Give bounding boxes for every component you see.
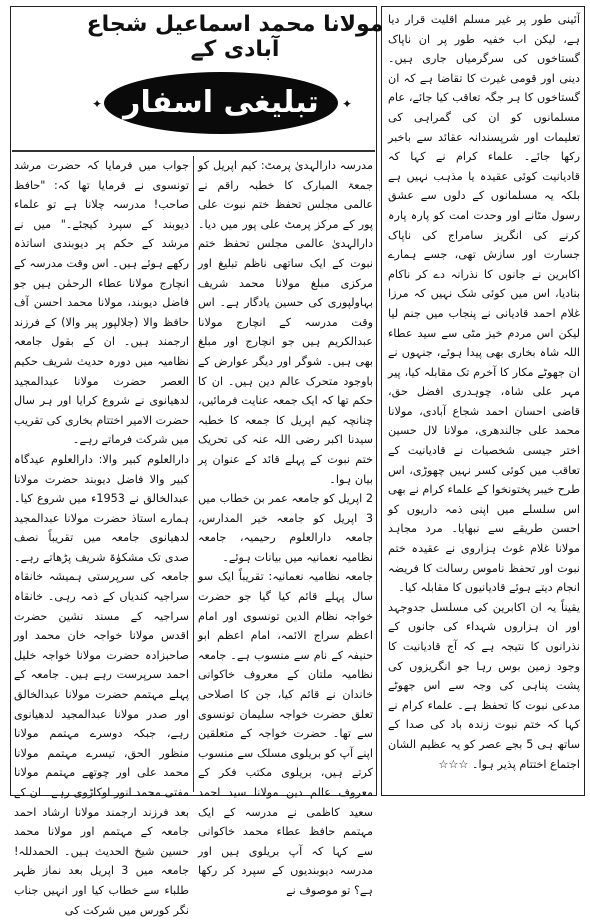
ornament-icon: ✦ [92, 97, 103, 111]
paragraph: یقیناً یہ ان اکابرین کی مسلسل جدوجہد اور ان ہزاروں شہداء کی جانوں کے نذرانوں کا نتیجہ ہے کہ آج قادیانیت کا وجود زمین بوس رہا جو انگریزوں کی پشت پناہی کی وجہ سے اس جھوٹے مدعی نبوت کا تحفظ ہے۔ علماء کرام نے کہا کہ ختم نبوت زندہ باد کی صدا کے ساتھ ہی 5 بجے عصر کو یہ عظیم الشان اجتماع اختتام پذیر ہوا۔ ☆☆☆ [388, 600, 580, 771]
paragraph: دارالعلوم کبیر والا: دارالعلوم عیدگاہ کبیر والا فاضل دیوبند حضرت مولانا عبدالخالق نے 1953ء میں شروع کیا۔ ہمارے استاذ حضرت مولانا عبدالمجید لدھیانوی جامعہ میں تقریباً نصف صدی تک مشکوٰۃ شریف پڑھاتے رہے۔ جامعہ کی سرپرستی ہمیشہ خانقاہ سراجیہ کندیاں کے ذمہ رہی۔ خانقاہ سراجیہ کے مسند نشین حضرت اقدس مولانا خواجہ خان محمد اور صاحبزادہ حضرت مولانا خواجہ خلیل احمد سرپرست رہے ہیں۔ جامعہ کے پہلے مہتمم حضرت مولانا عبدالخالق اور صدر مولانا عبدالمجید لدھیانوی رہے، جبکہ دوسرے مہتمم مولانا منظور الحق، تیسرے مہتمم مولانا محمد علی اور چوتھے مہتمم مولانا مفتی محمد انور اوکاڑوی رہے۔ ان کے بعد فرزند ارجمند مولانا ارشاد احمد جامعہ کے مہتمم اور مولانا محمد حسین شیخ الحدیث ہیں۔ الحمدللہ! جامعہ میں 3 اپریل بعد نماز ظہر طلباء سے خطاب کیا اور انہیں جناب نگر کورس میں شرکت کی [14, 452, 190, 917]
paragraph: آئینی طور پر غیر مسلم اقلیت قرار دیا ہے، لیکن اب خفیہ طور پر ان ناپاک گستاخوں کی سرگرمیاں جاری ہیں۔ دینی اور قومی غیرت کا تقاضا ہے کہ ان گستاخوں کا ہر جگہ تعاقب کیا جائے، عام مسلمانوں کو ان کی گمراہی کی تعلیمات اور شرپسندانہ عقائد سے باخبر رکھا جائے۔ علماء کرام نے کہا کہ قادیانیت کوئی عقیدہ یا مذہب نہیں ہے بلکہ یہ مسلمانوں کے دلوں سے عشق رسول مٹانے اور وحدت امت کو پارہ پارہ کرنے کی انگریز سامراج کی ناپاک جسارت اور سازش تھی، جسے ہمارے اکابرین نے جانوں کا نذرانہ دے کر ناکام بنادیا، اس میں کوئی شک نہیں کہ مرزا غلام احمد قادیانی نے پنجاب میں جنم لیا لیکن اس مردم خیز مٹی سے سید عطاء اللہ شاہ بخاری بھی پیدا ہوئے، جنہوں نے ان جھوٹے مکار کا آخرم تک مقابلہ کیا، پیر مہر علی شاہ، چوہدری افضل حق، قاضی احسان احمد شجاع آبادی، مولانا محمد علی جالندھری، مولانا لال حسین اختر جیسی شخصیات نے قادیانیت کے تعاقب میں کوئی کسر نہیں چھوڑی، اس طرح خیبر پختونخوا کے علماء کرام نے بھی اس سلسلے میں اپنی ذمہ داریوں کو احسن طریقے سے نبھایا۔ مرد مجاہد مولانا غلام غوث ہزاروی نے عقیدہ ختم نبوت اور تحفظ ناموس رسالت کا فریضہ انجام دیتے ہوئے قادیانیوں کا مقابلہ کیا۔ [388, 13, 580, 595]
right-column [388, 10, 580, 794]
header-title: مولانا محمد اسماعیل شجاع آبادی کے [86, 12, 384, 62]
ornament-icon: ✦ [342, 97, 353, 111]
paragraph: مدرسہ دارالہدیٰ پرمٹ: کیم اپریل کو جمعۃ المبارک کا خطبہ راقم نے عالمی مجلس تحفظ ختم نبوت علی پور کے مرکز پرمٹ علی پور میں دیا۔ دارالہدیٰ عالمی مجلس تحفظ ختم نبوت کے ایک ساتھی ناظم تبلیغ اور مرکزی مبلغ مولانا محمد شریف بہاولپوری کی حسین یادگار ہے۔ اس وقت مدرسہ کے انچارج مولانا عبدالکریم ہیں جو انچارج اور مبلغ بھی ہیں۔ شوگر اور دیگر عوارض کے باوجود متحرک عالم دین ہیں۔ ان کا حکم تھا کہ ایک جمعہ عنایت فرمائیں، چنانچہ کیم اپریل کا جمعہ کا خطبہ سیدنا اکبر رضی اللہ عنہ کی تحریک ختم نبوت کے پہلے قائد کے عنوان پر بیان ہوا۔ [198, 159, 373, 486]
banner-text: تبلیغی اسفار [123, 85, 319, 120]
column-divider [193, 156, 194, 792]
paragraph: 2 اپریل کو جامعہ عمر بن خطاب میں 3 اپریل کو جامعہ خیر المدارس، جامعہ دارالعلوم رحیمیہ، جامعہ نظامیہ نعمانیہ میں بیانات ہوئے۔ [198, 492, 373, 564]
paragraph: جامعہ نظامیہ نعمانیہ: تقریباً ایک سو سال پہلے قائم کیا گیا جو حضرت خواجہ نظام الدین تونسوی اور امام اعظم سراج الائمہ، امام اعظم ابو حنیفہ کے نام سے منسوب ہے۔ جامعہ نظامیہ ملتان کے معروف خاکوانی خاندان نے قائم کیا، جن کا اصلاحی تعلق حضرت خواجہ سلیمان تونسوی سے تھا۔ حضرت خواجہ کے متعلقین اپنے آپ کو بریلوی مسلک سے منسوب کرتے ہیں، بریلوی مکتب فکر کے معروف عالم دین مولانا سید احمد سعید کاظمی نے مدرسہ کے ایک مہتمم حافظ عطاء محمد خاکوانی سے کہا کہ آپ بریلوی ہیں اور مدرسہ دیوبندیوں کے سپرد کر رکھا ہے؟ تو موصوف نے [198, 570, 373, 897]
middle-column [198, 156, 373, 897]
left-column [14, 156, 190, 917]
paragraph: جواب میں فرمایا کہ حضرت مرشد تونسوی نے فرمایا تھا کہ: "حافظ صاحب! مدرسہ چلانا ہے تو علماء دیوبند کے سپرد کیجئے۔" میں نے مرشد کے حکم پر دیوبندی اساتذہ رکھے ہوئے ہیں۔ اس وقت مدرسہ کے انچارج مولانا عطاء الرحمٰن ہیں جو فاضل دیوبند، مولانا محمد احسن آف حافظ والا (جلالپور پیر والا) کے فرزند ارجمند ہیں۔ ان کے بقول جامعہ نظامیہ میں دورہ حدیث شریف حکیم العصر حضرت مولانا عبدالمجید لدھیانوی نے شروع کرایا اور ہر سال حضرت الامیر اختتام بخاری کی تقریب میں شرکت فرماتے رہے۔ [14, 159, 189, 447]
header-rule [12, 150, 375, 152]
